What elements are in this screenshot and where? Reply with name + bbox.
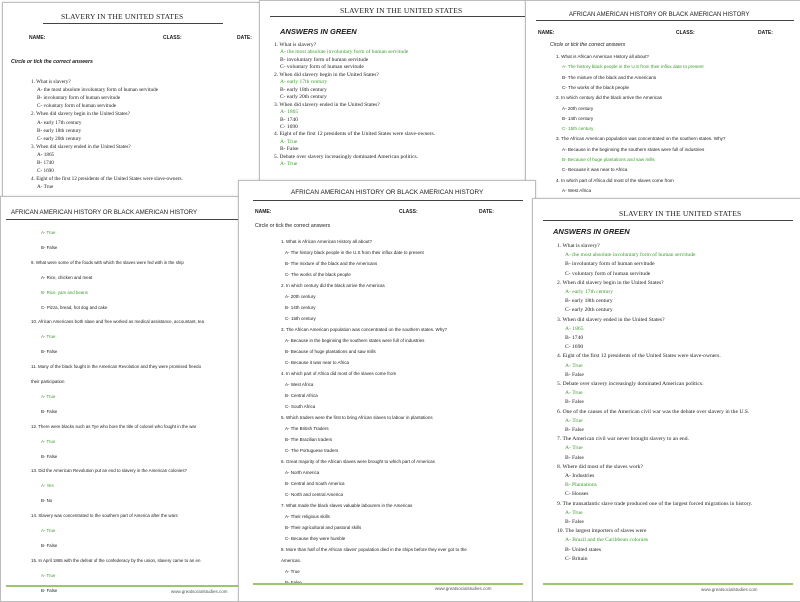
- answer-option: B- False: [41, 587, 58, 593]
- question-text: 3. The African American population was concentrated on the southern states. Why?: [281, 327, 448, 332]
- answer-option: B- Their agricultural and pastoral skills: [285, 525, 362, 530]
- question-text: 10. The largest importers of slaves were: [557, 528, 647, 535]
- answer-option: A- True: [565, 362, 583, 369]
- worksheet-page-1: [2, 2, 266, 199]
- answer-option: B- False: [41, 349, 58, 355]
- answer-option: A- the most absolute involuntary form of human servitude: [37, 87, 159, 94]
- answer-option: A- early 17th century: [37, 119, 82, 126]
- class-label: CLASS:: [676, 30, 695, 36]
- title-underline: [270, 16, 525, 17]
- answer-option: A- 1865: [37, 151, 55, 158]
- answer-option: C- Houses: [565, 491, 589, 498]
- answer-option: C- voluntary form of human servitude: [37, 103, 117, 110]
- answer-option: B- Rice, yam and beans: [41, 289, 88, 295]
- answer-option: A- Because in the beginning the southern states were full of industries: [285, 338, 425, 343]
- page-title: AFRICAN AMERICAN HISTORY OR BLACK AMERICAN HISTORY: [11, 209, 198, 216]
- answer-option: C- Because it was near to Africa: [285, 360, 350, 365]
- answer-option: A- the most absolute involuntary form of human servitude: [565, 252, 696, 259]
- question-text: 2. In which century did the black arrive the Americas: [556, 95, 662, 101]
- question-text: 5. Debate over slavery increasingly dominated American politics.: [274, 153, 419, 160]
- question-text: 4. Eight of the first 12 presidents of the United States were slave-owners.: [274, 131, 435, 138]
- instruction-text: Circle or tick the correct answers: [550, 42, 626, 48]
- answer-option: C- early 20th century: [280, 94, 327, 101]
- answer-option: A- early 17th century: [280, 79, 328, 86]
- title-underline: [253, 200, 523, 201]
- answer-option: B- early 18th century: [280, 86, 327, 93]
- answer-option: C- 1690: [280, 123, 298, 130]
- answer-option: A- Brazil and the Caribbean colonies: [565, 537, 649, 544]
- footer-bar: [253, 583, 523, 585]
- answer-option: B- early 18th century: [565, 298, 613, 305]
- answer-option: A- 1865: [565, 325, 584, 332]
- answer-option: B- involuntary form of human servitude: [37, 95, 121, 102]
- answer-option: A- Yes: [41, 483, 54, 489]
- answer-option: B- 1740: [280, 116, 298, 123]
- page-title: AFRICAN AMERICAN HISTORY OR BLACK AMERICAN HISTORY: [569, 12, 750, 18]
- answer-option: A- 20th century: [562, 105, 594, 111]
- answer-option: A- 20th century: [285, 294, 316, 299]
- question-text: 3. When did slavery ended in the United States?: [557, 316, 665, 323]
- page-title: SLAVERY IN THE UNITED STATES: [61, 12, 184, 21]
- question-text: 4. In which part of Africa did most of the slaves come from: [556, 177, 674, 183]
- question-text: 13. Did the American Revolution put an end to slavery in the American colonies?: [31, 468, 187, 474]
- worksheet-page-3: [525, 0, 800, 207]
- answer-option: C- 15th century: [285, 316, 316, 321]
- answer-option: B- False: [565, 399, 584, 406]
- answer-option: C- The Portuguese traders: [285, 448, 339, 453]
- answers-heading: ANSWERS IN GREEN: [280, 27, 357, 36]
- question-text: 5. Debate over slavery increasingly dominated American politics.: [557, 381, 704, 387]
- answer-option: B- The mixture of the black and the Americans: [562, 74, 657, 80]
- answer-option: B- Central and South America: [285, 481, 345, 486]
- answer-option: A- 1865: [280, 109, 299, 116]
- footer-bar: [543, 583, 793, 585]
- question-text: 12. There were blacks such as Tye who bore the title of colonel who fought in the war: [31, 423, 197, 429]
- question-text: 2. When did slavery begin in the United States?: [274, 71, 379, 78]
- footer-url: www.greatsocialstudies.com: [435, 586, 492, 591]
- question-text: 9. What were some of the foods with which the slaves were fed with in the ship: [31, 259, 184, 265]
- question-text: 7. What made the black slaves valuable labourers in the Americas: [281, 503, 413, 508]
- question-text: 6. Great majority of the African slaves were brought to which part of Americas: [281, 459, 435, 464]
- question-text: 4. Eight of the first 12 presidents of the United States were slave-owners.: [557, 353, 721, 360]
- question-text: 8. Where did most of the slaves work?: [557, 463, 643, 470]
- answer-option: C- 1690: [565, 344, 584, 351]
- answer-option: C- voluntary form of human servitude: [280, 64, 364, 71]
- answer-option: A- The history black people in the U.S from their influx date to present: [285, 250, 424, 255]
- answer-option: C- early 20th century: [37, 135, 82, 142]
- answer-option: A- True: [565, 445, 583, 452]
- answer-option: A- the most absolute involuntary form of human servitude: [280, 49, 409, 56]
- footer-url: www.greatsocialstudies.com: [171, 589, 228, 594]
- answer-option: A- True: [285, 569, 300, 574]
- question-text: 7. The American civil war never brought slavery to an end.: [557, 436, 689, 443]
- name-label: NAME:: [29, 35, 46, 41]
- class-label: CLASS:: [399, 209, 418, 215]
- instruction-text: Circle or tick the correct answers: [11, 59, 93, 65]
- question-text: 11. Many of the black fought in the American Revolution and they were promised freedo: [31, 364, 202, 370]
- answer-option: A- True: [280, 138, 298, 145]
- answer-option: A- West Africa: [562, 187, 592, 193]
- answer-option: A- True: [41, 393, 56, 399]
- class-label: CLASS:: [163, 35, 182, 41]
- answer-option: A- True: [41, 334, 56, 340]
- page-title: AFRICAN AMERICAN HISTORY OR BLACK AMERICAN HISTORY: [291, 189, 484, 196]
- answer-option: C- Pizza, bread, hot dog and cake: [41, 304, 108, 310]
- title-underline: [43, 23, 223, 24]
- answer-option: B- False: [565, 371, 584, 378]
- answer-option: B- Central Africa: [285, 393, 318, 398]
- date-label: DATE:: [479, 209, 494, 215]
- answer-option: B- 14th century: [285, 305, 316, 310]
- question-text: their participation: [31, 379, 65, 384]
- answer-option: C- Because they were humble: [285, 536, 346, 541]
- answer-option: A- Because in the beginning the southern states were full of industries: [562, 146, 705, 152]
- question-text: 1. What is slavery?: [274, 42, 317, 48]
- title-underline: [6, 219, 256, 220]
- worksheet-page-2: [259, 0, 535, 182]
- question-text: 2. When did slavery begin in the United States?: [557, 279, 664, 286]
- answer-option: B- The mixture of the black and the Americans: [285, 261, 378, 266]
- question-text: 6. One of the causes of the American civil war was the debate over slavery in the U.S.: [557, 408, 750, 415]
- answer-option: B- early 18th century: [37, 127, 82, 134]
- question-text: 1. What is African American History all about?: [281, 239, 373, 244]
- page-title: SLAVERY IN THE UNITED STATES: [340, 6, 463, 15]
- answer-option: A- North America: [285, 470, 320, 475]
- answer-option: B- Because of huge plantations and saw mills: [285, 349, 376, 354]
- answer-option: B- False: [280, 146, 299, 153]
- answer-option: A- Rice, chicken and meat: [41, 274, 93, 280]
- answer-option: B- False: [565, 427, 584, 433]
- footer-bar: [6, 585, 256, 587]
- answer-option: C- South Africa: [285, 404, 316, 409]
- name-label: NAME:: [255, 209, 272, 215]
- answer-option: A- early 17th century: [565, 289, 613, 295]
- date-label: DATE:: [758, 30, 773, 36]
- answer-option: C- The works of the black people: [562, 84, 630, 90]
- answer-option: B- 1740: [565, 335, 584, 341]
- answer-option: A- True: [41, 572, 56, 578]
- answer-option: A- The British Traders: [285, 426, 329, 431]
- question-text: 1. What is African American History all about?: [556, 54, 649, 59]
- question-text: 3. When did slavery ended in the United States?: [31, 143, 131, 150]
- instruction-text: Circle or tick the correct answers: [255, 223, 331, 229]
- answer-option: A- True: [37, 184, 54, 191]
- page-title: SLAVERY IN THE UNITED STATES: [619, 209, 742, 218]
- answer-option: A- West Africa: [285, 382, 314, 387]
- worksheet-page-6: [532, 198, 800, 602]
- answer-option: A- Industries: [565, 473, 595, 479]
- answer-option: A- True: [565, 390, 583, 397]
- answer-option: C- Britain: [565, 555, 588, 562]
- answer-option: C- voluntary form of human servitude: [565, 270, 651, 277]
- question-text: 4. Eight of the first 12 presidents of the United States were slave-owners.: [31, 176, 183, 183]
- answer-option: B- False: [41, 244, 58, 250]
- footer-url: www.greatsocialstudies.com: [701, 587, 758, 592]
- answer-option: B- False: [565, 454, 584, 461]
- question-text: 15. In April 1865 with the defeat of the confederacy by the union, slavery came to an en: [31, 557, 201, 563]
- answers-heading: ANSWERS IN GREEN: [553, 227, 630, 236]
- question-text: 14. Slavery was concentrated to the southern part of America after the wars: [31, 513, 178, 519]
- answer-option: B- The Brazilian traders: [285, 437, 333, 442]
- name-label: NAME:: [538, 30, 555, 36]
- question-text: 5. Which traders were the first to bring African slaves to labour in plantations: [281, 415, 433, 420]
- answer-option: B- Because of huge plantations and saw mills: [562, 157, 655, 162]
- answer-option: B- False: [41, 542, 58, 548]
- question-text: 2. When did slavery begin in the United States?: [31, 111, 130, 118]
- answer-option: C- North and central America: [285, 492, 344, 497]
- answer-option: B- involuntary form of human servitude: [280, 56, 369, 63]
- question-text: 3. When did slavery ended in the United States?: [274, 101, 380, 108]
- question-text: Americas.: [281, 558, 302, 563]
- answer-option: C- 15th century: [562, 126, 594, 132]
- answer-option: A- True: [565, 417, 583, 424]
- answer-option: A- True: [280, 161, 298, 168]
- answer-option: B- involuntary form of human servitude: [565, 261, 655, 268]
- date-label: DATE:: [237, 35, 252, 41]
- answer-option: A- The history black people in the U.S from their influx date to present: [562, 64, 704, 70]
- answer-option: A- True: [41, 528, 56, 533]
- answer-option: A- True: [41, 230, 56, 235]
- title-underline: [543, 220, 793, 221]
- answer-option: C- Because it was near to Africa: [562, 167, 628, 173]
- answer-option: C- The works of the black people: [285, 272, 351, 277]
- question-text: 8. More than half of the African slaves' population died in the ships before they ever got to the: [281, 547, 467, 552]
- question-text: 3. The African American population was concentrated on the southern states. Why?: [556, 136, 726, 142]
- answer-option: A- True: [565, 509, 583, 516]
- answer-option: C- 1690: [37, 168, 54, 175]
- answer-option: C- early 20th century: [565, 307, 613, 314]
- answer-option: B- False: [41, 408, 58, 414]
- question-text: 9. The transatlantic slave trade produced one of the largest forced migrations in history.: [557, 500, 753, 507]
- answer-option: B- False: [565, 519, 584, 525]
- question-text: 1. What is slavery?: [557, 243, 600, 249]
- answer-option: B- 1740: [37, 160, 54, 166]
- answer-option: A- True: [41, 438, 56, 444]
- answer-option: B- Plantations: [565, 482, 597, 489]
- answer-option: B- United states: [565, 546, 602, 553]
- question-text: 1. What is slavery?: [31, 79, 71, 85]
- answer-option: A- Their religious skills: [285, 514, 330, 519]
- question-text: 2. In which century did the black arrive the Americas: [281, 283, 385, 288]
- question-text: 4. In which part of Africa did most of the slaves come from: [281, 371, 397, 376]
- answer-option: B- False: [41, 453, 58, 459]
- worksheet-page-4: [0, 196, 264, 602]
- answer-option: B- 14th century: [562, 115, 594, 121]
- title-underline: [536, 20, 794, 21]
- worksheet-page-5: [238, 180, 536, 602]
- answer-option: B- No: [41, 498, 53, 504]
- question-text: 10. African Americans both slave and free worked as medical assistance, accountant, tea: [31, 319, 205, 325]
